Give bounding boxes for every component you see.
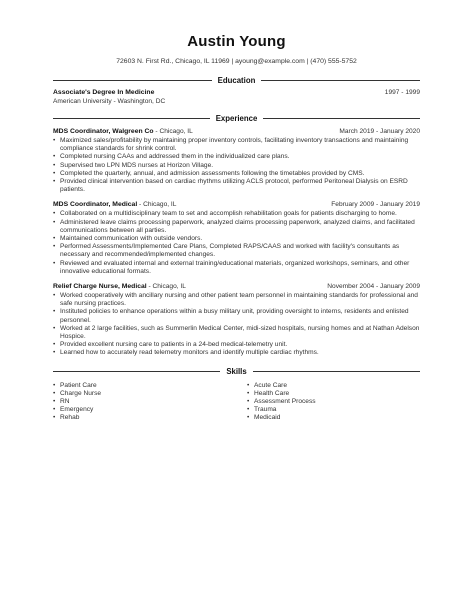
job-entry <box>53 282 420 358</box>
skill-item: • Health Care <box>247 390 417 398</box>
job-bullet: • Worked cooperatively with ancillary nursing and other patient team personnel in maintaining standards for professional and safe nursing practices. <box>53 292 420 308</box>
job-title-line <box>53 127 193 136</box>
job-bullet: • Worked at 2 large facilities, such as Summerlin Medical Center, midi-sized hospitals, nursing homes and at Nathan Adelson Hospice. <box>53 325 420 341</box>
skill-item: • Charge Nurse <box>53 390 247 398</box>
education-dates: 1997 - 1999 <box>384 89 420 96</box>
skills-list <box>53 381 420 423</box>
experience-section-title: Experience <box>215 113 258 123</box>
job-entry <box>53 200 420 276</box>
job-title-line <box>53 200 176 209</box>
divider-left <box>53 371 220 372</box>
skill-item: • RN <box>53 398 247 406</box>
job-bullet: • Maintained communication with outside vendors. <box>53 235 420 243</box>
job-location: - Chicago, IL <box>153 128 193 135</box>
divider-right <box>261 80 420 81</box>
job-header <box>53 127 420 136</box>
job-bullet: • Provided excellent nursing care to patients in a 24-bed medical-telemetry unit. <box>53 341 420 349</box>
job-bullet: • Maximized sales/profitability by maintaining proper inventory controls, facilitating inventory transactions and maintaining compliance standards for shrink control. <box>53 137 420 153</box>
job-bullets <box>53 292 420 358</box>
job-location: - Chicago, IL <box>137 201 177 209</box>
job-title: MDS Coordinator, Walgreen Co <box>53 128 154 135</box>
job-bullet: • Supervised two LPN MDS nurses at Horizon Village. <box>53 162 420 170</box>
skills-column-right <box>247 382 417 423</box>
job-bullet: • Provided clinical intervention based on cardiac rhythms utilizing ACLS protocol, performed Peritoneal Dialysis on ESRD patients. <box>53 178 420 194</box>
skill-item: • Emergency <box>53 406 247 414</box>
education-section-title: Education <box>217 75 256 85</box>
skill-item: • Acute Care <box>247 382 417 390</box>
school: American University - Washington, DC <box>53 98 166 105</box>
job-header <box>53 200 420 209</box>
contact-line: 72603 N. First Rd., Chicago, IL 11969 | ayoung@example.com | (470) 555-5752 <box>116 58 357 65</box>
job-location: - Chicago, IL <box>146 283 186 291</box>
job-title: Relief Charge Nurse, Medical <box>53 283 147 291</box>
job-bullet: • Collaborated on a multidisciplinary team to set and accomplish rehabilitation goals for patients discharging to home. <box>53 210 420 218</box>
job-bullet: • Completed nursing CAAs and addressed them in the individualized care plans. <box>53 153 420 161</box>
job-header <box>53 282 420 291</box>
divider-left <box>53 118 210 119</box>
skill-item: • Rehab <box>53 414 247 422</box>
job-dates: February 2009 - January 2019 <box>331 201 420 209</box>
skills-section-header <box>53 366 420 378</box>
skill-item: • Medicaid <box>247 414 417 422</box>
job-bullet: • Learned how to accurately read telemetry monitors and identify multiple cardiac rhythms. <box>53 349 420 357</box>
divider-right <box>263 118 420 119</box>
job-entry <box>53 127 420 194</box>
skills-column-left <box>53 382 247 423</box>
experience-section-header <box>53 112 420 124</box>
job-dates: March 2019 - January 2020 <box>339 128 420 135</box>
job-title-line <box>53 282 186 291</box>
education-section-header <box>53 74 420 86</box>
job-dates: November 2004 - January 2009 <box>327 283 420 291</box>
job-bullet: • Administered leave claims processing paperwork, analyzed claims processing paperwork, analyzed claims, and facilitated communications between all parties. <box>53 219 420 235</box>
job-title: MDS Coordinator, Medical <box>53 201 138 209</box>
job-bullet: • Performed Assessments/Implemented Care Plans, Completed RAPS/CAAS and worked with facility's consultants as necessary and recommended/implemented changes. <box>53 243 420 259</box>
resume-page <box>53 33 420 423</box>
education-entry <box>53 88 420 97</box>
divider-right <box>253 371 420 372</box>
job-bullets <box>53 137 420 194</box>
job-bullets <box>53 210 420 276</box>
skill-item: • Assessment Process <box>247 398 417 406</box>
divider-left <box>53 80 212 81</box>
skill-item: • Patient Care <box>53 382 247 390</box>
job-bullet: • Instituted policies to enhance operations within a busy military unit, providing oversight to interns, residents and enlisted personnel. <box>53 308 420 324</box>
skill-item: • Trauma <box>247 406 417 414</box>
job-bullet: • Reviewed and evaluated internal and external training/educational materials, organized workshops, seminars, and other innovative educational formats. <box>53 260 420 276</box>
candidate-name: Austin Young <box>187 33 286 50</box>
skills-section-title: Skills <box>226 367 247 377</box>
job-bullet: • Completed the quarterly, annual, and admission assessments following the timetables provided by CMS. <box>53 170 420 178</box>
degree: Associate's Degree In Medicine <box>53 89 155 96</box>
